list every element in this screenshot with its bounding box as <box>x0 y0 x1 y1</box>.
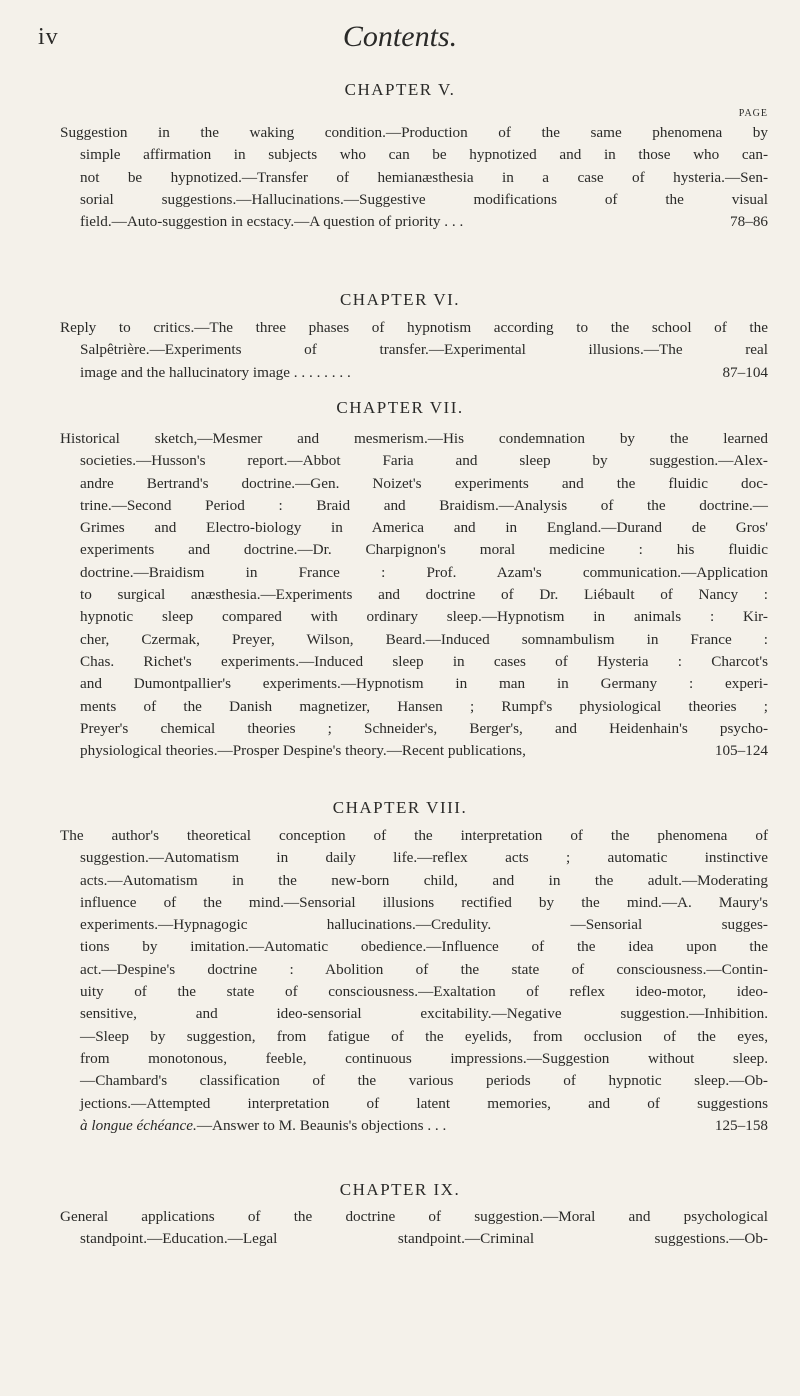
entry-line: act.—Despine's doctrine : Abolition of the state of consciousness.—Contin- <box>80 960 768 978</box>
entry-line: Historical sketch,—Mesmer and mesmerism.—His condemnation by the learned <box>60 430 768 447</box>
chapter-entry <box>60 317 768 384</box>
entry-line: acts.—Automatism in the new-born child, and in the adult.—Moderating <box>80 871 768 889</box>
page-range: 87–104 <box>722 363 768 381</box>
entry-line: not be hypnotized.—Transfer of hemianæsthesia in a case of hysteria.—Sen- <box>80 168 768 186</box>
entry-line: Suggestion in the waking condition.—Production of the same phenomena by <box>60 124 768 141</box>
page-range: 105–124 <box>714 742 768 760</box>
entry-line: General applications of the doctrine of suggestion.—Moral and psychological <box>60 1208 768 1225</box>
chapter-heading: CHAPTER VI. <box>339 290 461 309</box>
chapter-heading: CHAPTER VII. <box>336 398 464 417</box>
entry-line: experiments and doctrine.—Dr. Charpignon's moral medicine : his fluidic <box>80 541 768 559</box>
entry-line: experiments.—Hypnagogic hallucinations.—Credulity. —Sensorial sugges- <box>80 916 768 934</box>
entry-line <box>60 740 768 762</box>
entry-line: Grimes and Electro-biology in America and in England.—Durand de Gros' <box>80 519 768 537</box>
entry-line: influence of the mind.—Sensorial illusions rectified by the mind.—A. Maury's <box>80 893 768 911</box>
entry-line: hypnotic sleep compared with ordinary sleep.—Hypnotism in animals : Kir- <box>80 608 768 626</box>
entry-line: sensitive, and ideo-sensorial excitability.—Negative suggestion.—Inhibition. <box>80 1005 768 1023</box>
chapter-entry <box>60 825 768 1137</box>
chapter-entry <box>60 1206 768 1251</box>
entry-line: The author's theoretical conception of the interpretation of the phenomena of <box>60 827 768 844</box>
entry-line-text: —Answer to M. Beaunis's objections . . . <box>196 1116 447 1134</box>
entry-line: to surgical anæsthesia.—Experiments and doctrine of Dr. Liébault of Nancy : <box>80 586 768 604</box>
page-folio: iv <box>38 24 59 50</box>
entry-line-italic: à longue échéance. <box>80 1116 197 1134</box>
entry-line: standpoint.—Education.—Legal standpoint.—Criminal suggestions.—Ob- <box>80 1230 768 1248</box>
entry-line: —Sleep by suggestion, from fatigue of the eyelids, from occlusion of the eyes, <box>80 1027 768 1045</box>
entry-line: uity of the state of consciousness.—Exaltation of reflex ideo-motor, ideo- <box>80 983 768 1001</box>
entry-line: simple affirmation in subjects who can be hypnotized and in those who can- <box>80 146 768 164</box>
entry-line: —Chambard's classification of the various periods of hypnotic sleep.—Ob- <box>80 1072 768 1090</box>
chapter-heading: CHAPTER IX. <box>339 1180 461 1199</box>
entry-line: and Dumontpallier's experiments.—Hypnotism in man in Germany : experi- <box>80 675 768 693</box>
entry-line: doctrine.—Braidism in France : Prof. Azam's communication.—Application <box>80 563 768 581</box>
entry-line: from monotonous, feeble, continuous impressions.—Suggestion without sleep. <box>80 1049 768 1067</box>
entry-line: sorial suggestions.—Hallucinations.—Suggestive modifications of the visual <box>80 190 768 208</box>
entry-line: ments of the Danish magnetizer, Hansen ; Rumpf's physiological theories ; <box>80 697 768 715</box>
page-range: 125–158 <box>714 1116 768 1134</box>
entry-line: suggestion.—Automatism in daily life.—reflex acts ; automatic instinctive <box>80 849 768 867</box>
entry-line-text: field.—Auto-suggestion in ecstacy.—A question of priority . . . <box>80 213 464 231</box>
page-range: 78–86 <box>730 213 768 231</box>
running-title: Contents. <box>342 20 458 53</box>
entry-line-text: physiological theories.—Prosper Despine's theory.—Recent publications, <box>80 742 526 760</box>
chapter-heading: CHAPTER V. <box>344 80 456 99</box>
entry-line: Salpêtrière.—Experiments of transfer.—Experimental illusions.—The real <box>80 341 768 359</box>
entry-line: Reply to critics.—The three phases of hypnotism according to the school of the <box>60 319 768 336</box>
entry-line <box>60 1115 768 1137</box>
page-column-label: PAGE <box>738 108 768 119</box>
chapter-heading: CHAPTER VIII. <box>332 798 468 817</box>
entry-line <box>60 362 768 384</box>
running-head <box>0 20 800 60</box>
entry-line: andre Bertrand's doctrine.—Gen. Noizet's experiments and the fluidic doc- <box>80 474 768 492</box>
entry-line: tions by imitation.—Automatic obedience.—Influence of the idea upon the <box>80 938 768 956</box>
entry-line-text: image and the hallucinatory image . . . . . . . . <box>80 363 351 381</box>
entry-line: Preyer's chemical theories ; Schneider's, Berger's, and Heidenhain's psycho- <box>80 719 768 737</box>
chapter-entry <box>60 122 768 233</box>
entry-line: cher, Czermak, Preyer, Wilson, Beard.—Induced somnambulism in France : <box>80 630 768 648</box>
entry-line <box>60 211 768 233</box>
entry-line: Chas. Richet's experiments.—Induced sleep in cases of Hysteria : Charcot's <box>80 652 768 670</box>
entry-line: societies.—Husson's report.—Abbot Faria and sleep by suggestion.—Alex- <box>80 452 768 470</box>
entry-line: jections.—Attempted interpretation of latent memories, and of suggestions <box>80 1094 768 1112</box>
chapter-entry <box>60 428 768 762</box>
entry-line: trine.—Second Period : Braid and Braidism.—Analysis of the doctrine.— <box>80 496 768 514</box>
